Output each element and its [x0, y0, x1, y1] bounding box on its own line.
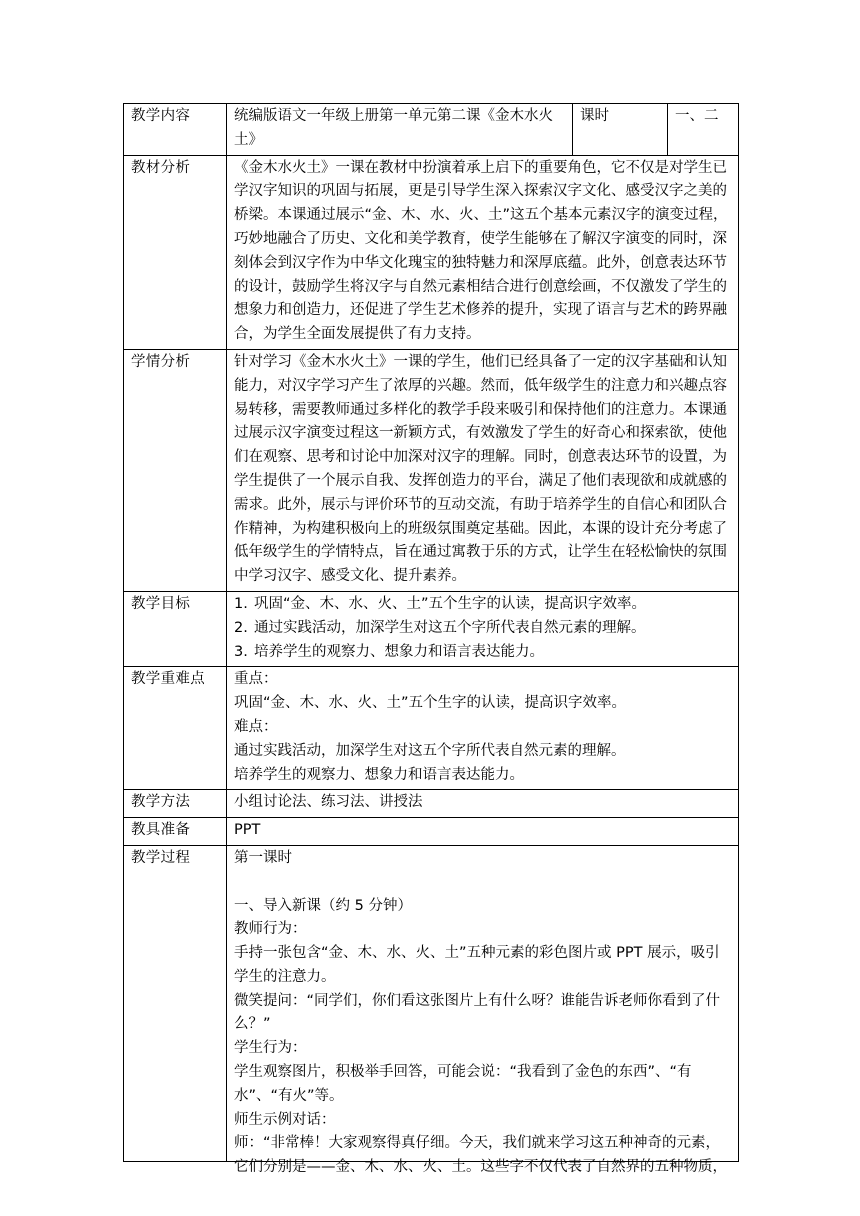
content-value: 统编版语文一年级上册第一单元第二课《金木水火土》	[227, 104, 573, 156]
materials-label: 教具准备	[124, 818, 227, 846]
focus-text: 巩固“金、木、水、火、土”五个生字的认读，提高识字效率。	[234, 695, 627, 712]
goals-label: 教学目标	[124, 591, 227, 666]
textbook-analysis-text: 《金木水火土》一课在教材中扮演着承上启下的重要角色，它不仅是对学生已学汉字知识的巩固与拓展，更是引导学生深入探索汉字文化、感受汉字之美的桥梁。本课通过展示“金、木、水、火、土”这五个基本元素汉字的演变过程，巧妙地融合了历史、文化和美学教育，使学生能够在了解汉字演变的同时，深刻体会到汉字作为中华文化瑰宝的独特魅力和深厚底蕴。此外，创意表达环节的设计，鼓励学生将汉字与自然元素相结合进行创意绘画，不仅激发了学生的想象力和创造力，还促进了学生艺术修养的提升，实现了语言与艺术的跨界融合，为学生全面发展提供了有力支持。	[227, 155, 739, 349]
key-points-label: 教学重难点	[124, 667, 227, 790]
difficulty-text-2: 培养学生的观察力、想象力和语言表达能力。	[234, 766, 524, 783]
goal-item	[234, 593, 732, 617]
teacher-action: 手持一张包含“金、木、水、火、土”五种元素的彩色图片或 PPT 展示，吸引学生的注意力。	[234, 945, 720, 985]
hours-label: 课时	[573, 104, 668, 156]
goal-text: 巩固“金、木、水、火、土”五个生字的认读，提高识字效率。	[254, 595, 647, 612]
hours-value: 一、二	[668, 104, 739, 156]
focus-label: 重点：	[234, 671, 278, 688]
difficulty-text-1: 通过实践活动，加深学生对这五个字所代表自然元素的理解。	[234, 742, 626, 759]
goal-item	[234, 617, 732, 641]
process-label: 教学过程	[124, 845, 227, 1161]
goal-text: 培养学生的观察力、想象力和语言表达能力。	[254, 643, 544, 660]
key-points-content	[227, 667, 739, 790]
difficulty-label: 难点：	[234, 718, 278, 735]
row-textbook-analysis	[124, 155, 739, 349]
textbook-analysis-label: 教材分析	[124, 155, 227, 349]
row-learner-analysis	[124, 349, 739, 591]
content-label: 教学内容	[124, 104, 227, 156]
row-methods	[124, 790, 739, 818]
goal-number: 1.	[234, 595, 248, 612]
row-process	[124, 845, 739, 1161]
row-key-points	[124, 667, 739, 790]
teacher-label: 教师行为：	[234, 921, 307, 938]
learner-analysis-text: 针对学习《金木水火土》一课的学生，他们已经具备了一定的汉字基础和认知能力，对汉字学习产生了浓厚的兴趣。然而，低年级学生的注意力和兴趣点容易转移，需要教师通过多样化的教学手段来吸引和保持他们的注意力。本课通过展示汉字演变过程这一新颖方式，有效激发了学生的好奇心和探索欲，使他们在观察、思考和讨论中加深对汉字的理解。同时，创意表达环节的设置，为学生提供了一个展示自我、发挥创造力的平台，满足了他们表现欲和成就感的需求。此外，展示与评价环节的互动交流，有助于培养学生的自信心和团队合作精神，为构建积极向上的班级氛围奠定基础。因此，本课的设计充分考虑了低年级学生的学情特点，旨在通过寓教于乐的方式，让学生在轻松愉快的氛围中学习汉字、感受文化、提升素养。	[227, 349, 739, 591]
row-materials	[124, 818, 739, 846]
row-goals	[124, 591, 739, 666]
goal-number: 3.	[234, 643, 248, 660]
learner-analysis-label: 学情分析	[124, 349, 227, 591]
dialogue-text: 师：“非常棒！大家观察得真仔细。今天，我们就来学习这五种神奇的元素，它们分别是——金、木、水、火、土。这些字不仅代表了自然界的五种物质，	[234, 1135, 727, 1176]
lesson-heading: 第一课时	[234, 849, 292, 866]
row-content	[124, 104, 739, 156]
dialogue-label: 师生示例对话：	[234, 1111, 336, 1128]
student-action: 学生观察图片，积极举手回答，可能会说：“我看到了金色的东西”、“有水”、“有火”等。	[234, 1064, 692, 1104]
process-content	[227, 845, 739, 1176]
goal-text: 通过实践活动，加深学生对这五个字所代表自然元素的理解。	[254, 619, 646, 636]
goal-number: 2.	[234, 619, 248, 636]
materials-value: PPT	[227, 818, 739, 846]
student-label: 学生行为：	[234, 1040, 307, 1057]
blank-line	[234, 871, 732, 895]
goals-list	[227, 591, 739, 666]
section-title: 一、导入新课（约 5 分钟）	[234, 897, 412, 914]
teacher-question: 微笑提问：“同学们，你们看这张图片上有什么呀？谁能告诉老师你看到了什么？”	[234, 992, 721, 1033]
methods-label: 教学方法	[124, 790, 227, 818]
methods-value: 小组讨论法、练习法、讲授法	[227, 790, 739, 818]
lesson-plan-table	[123, 103, 739, 1176]
goal-item	[234, 641, 732, 665]
